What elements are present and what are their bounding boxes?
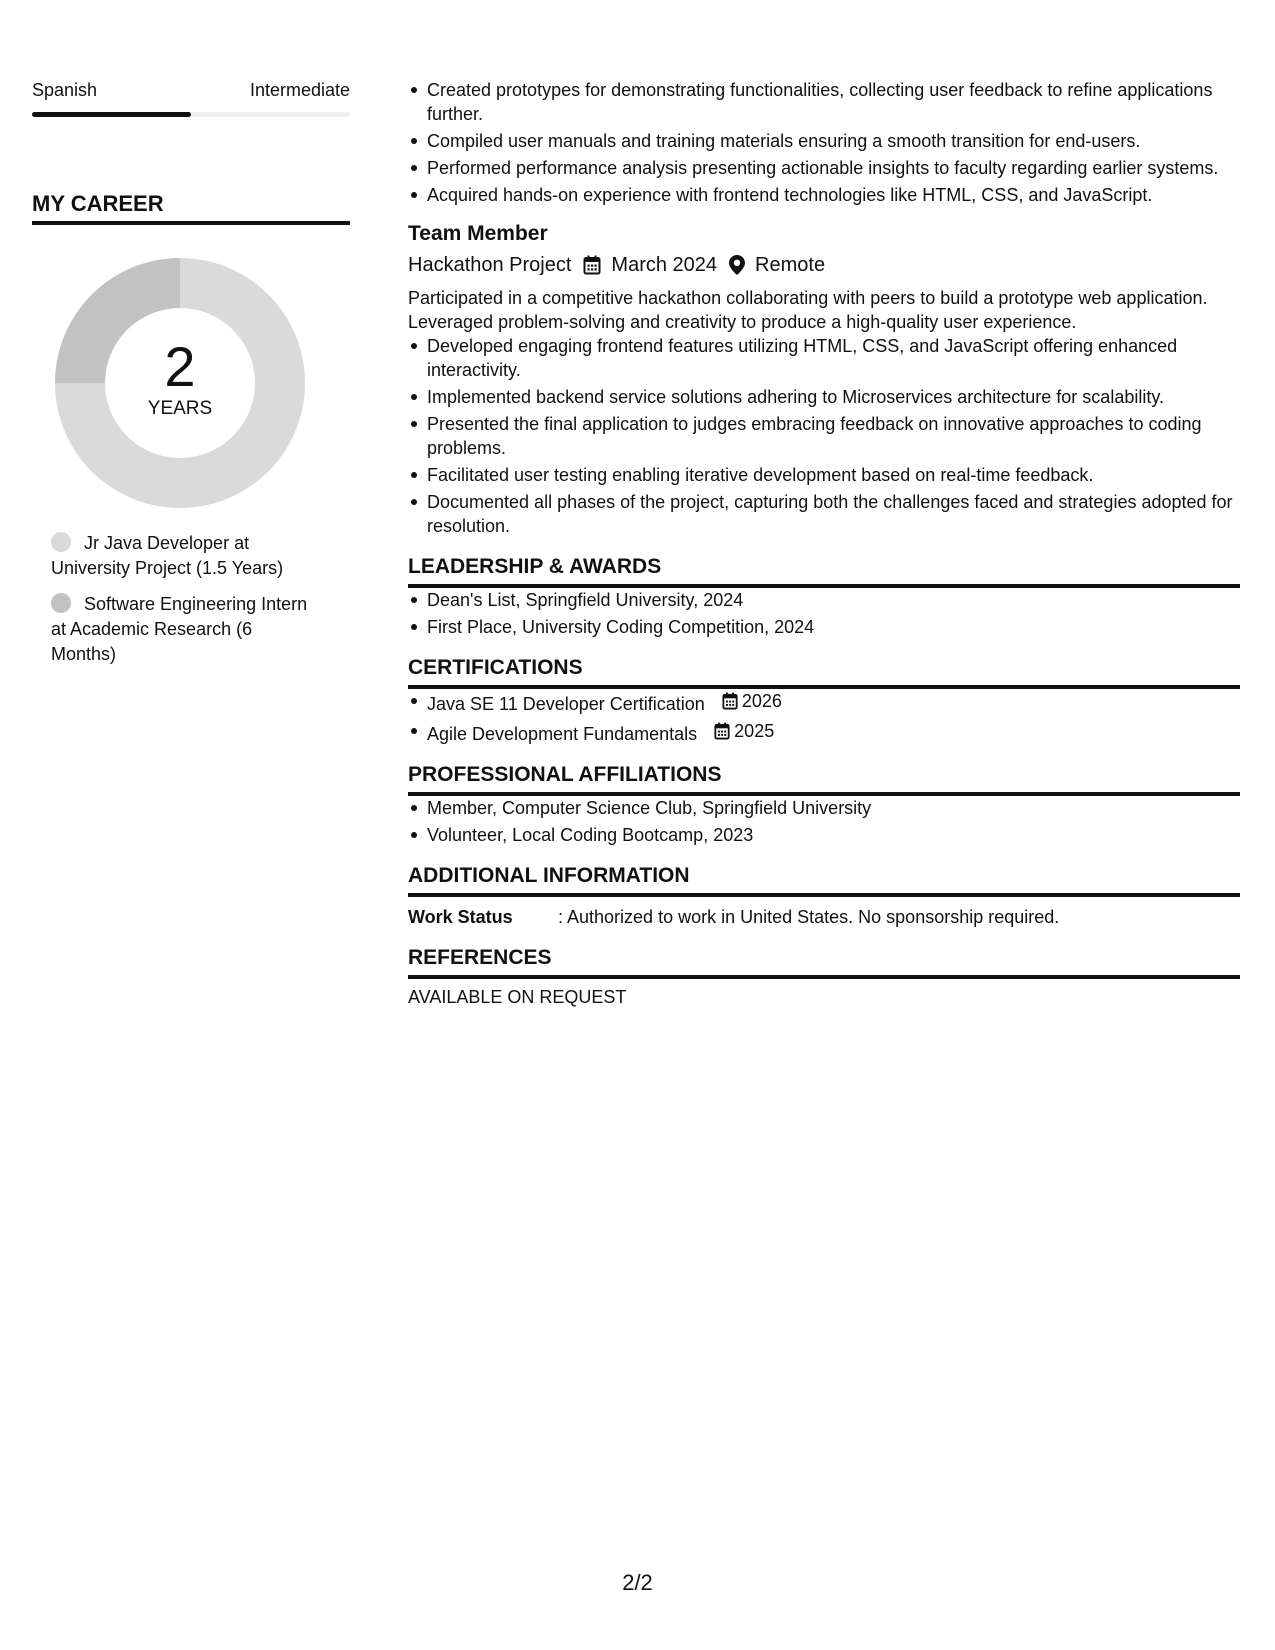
career-legend-item <box>51 531 321 581</box>
career-donut-chart <box>55 258 305 508</box>
career-total-unit: YEARS <box>147 398 213 419</box>
career-total-years: 2 <box>164 335 196 398</box>
list-item: Facilitated user testing enabling iterative development based on real-time feedback. <box>427 463 1240 487</box>
career-section-title: MY CAREER <box>32 191 350 225</box>
right-column <box>408 78 1240 1008</box>
certification-year: 2025 <box>734 721 775 741</box>
references-section-title: REFERENCES <box>408 945 1240 979</box>
calendar-icon <box>722 692 738 710</box>
job-meta <box>408 252 1240 278</box>
calendar-icon <box>714 722 730 740</box>
language-name: Spanish <box>32 80 98 100</box>
language-progress-bar <box>32 112 350 117</box>
career-legend-item <box>51 592 321 667</box>
list-item: Presented the final application to judges embracing feedback on innovative approaches to coding problems. <box>427 412 1240 460</box>
affiliations-section-title: PROFESSIONAL AFFILIATIONS <box>408 762 1240 796</box>
certifications-section-title: CERTIFICATIONS <box>408 655 1240 689</box>
leadership-section-title: LEADERSHIP & AWARDS <box>408 554 1240 588</box>
leadership-list <box>408 588 1240 639</box>
job-title: Team Member <box>408 222 548 245</box>
references-text: AVAILABLE ON REQUEST <box>408 987 627 1007</box>
previous-job-bullets <box>408 78 1240 207</box>
left-column <box>32 80 350 678</box>
job-company: Hackathon Project <box>408 254 572 276</box>
list-item: Created prototypes for demonstrating functionalities, collecting user feedback to refine applications further. <box>427 78 1240 126</box>
list-item: Implemented backend service solutions adhering to Microservices architecture for scalability. <box>427 385 1240 409</box>
language-level: Intermediate <box>249 80 350 100</box>
career-legend-label: Jr Java Developer at University Project (1.5 Years) <box>51 533 284 578</box>
list-item <box>427 719 1240 746</box>
job-location: Remote <box>755 254 826 276</box>
affiliations-list <box>408 796 1240 847</box>
language-row <box>32 80 350 106</box>
career-legend <box>32 531 350 667</box>
list-item: Volunteer, Local Coding Bootcamp, 2023 <box>427 823 1240 847</box>
list-item: Developed engaging frontend features utilizing HTML, CSS, and JavaScript offering enhanced interactivity. <box>427 334 1240 382</box>
certification-year: 2026 <box>741 691 782 711</box>
legend-dot-icon <box>51 532 71 552</box>
list-item: Dean's List, Springfield University, 2024 <box>427 588 1240 612</box>
job-description: Participated in a competitive hackathon collaborating with peers to build a prototype web application. Leveraged problem-solving and creativity to produce a high-quality user experience. <box>408 288 1208 332</box>
career-legend-label: Software Engineering Intern at Academic Research (6 Months) <box>51 594 308 664</box>
job-bullets <box>408 334 1240 538</box>
job-date: March 2024 <box>611 254 718 276</box>
map-pin-icon <box>729 255 745 275</box>
certification-name: Agile Development Fundamentals <box>427 724 698 744</box>
list-item: First Place, University Coding Competition, 2024 <box>427 615 1240 639</box>
calendar-icon <box>583 255 601 275</box>
certifications-list <box>408 689 1240 746</box>
page-number: 2/2 <box>622 1570 653 1595</box>
list-item: Acquired hands-on experience with frontend technologies like HTML, CSS, and JavaScript. <box>427 183 1240 207</box>
list-item: Performed performance analysis presenting actionable insights to faculty regarding earlier systems. <box>427 156 1240 180</box>
legend-dot-icon <box>51 593 71 613</box>
list-item: Member, Computer Science Club, Springfield University <box>427 796 1240 820</box>
language-progress-fill <box>32 112 191 117</box>
certification-name: Java SE 11 Developer Certification <box>427 694 705 714</box>
work-status-value: : Authorized to work in United States. No sponsorship required. <box>558 907 1060 927</box>
additional-info-section-title: ADDITIONAL INFORMATION <box>408 863 1240 897</box>
list-item: Compiled user manuals and training materials ensuring a smooth transition for end-users. <box>427 129 1240 153</box>
list-item <box>427 689 1240 716</box>
list-item: Documented all phases of the project, capturing both the challenges faced and strategies adopted for resolution. <box>427 490 1240 538</box>
work-status-row <box>408 905 1240 929</box>
work-status-label: Work Status <box>408 907 513 927</box>
